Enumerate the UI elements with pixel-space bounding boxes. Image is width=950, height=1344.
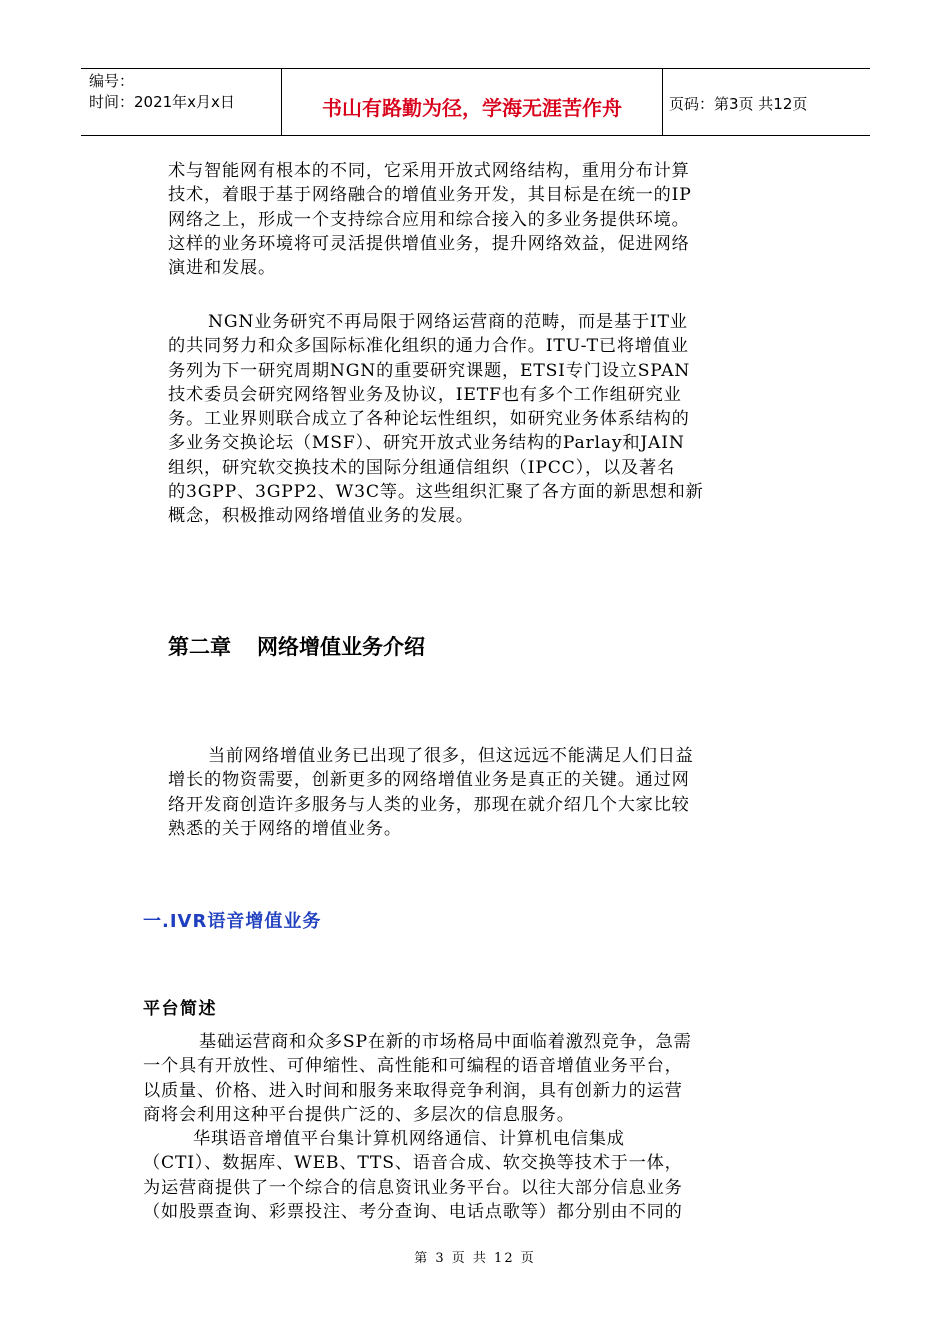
- paragraph-2: [168, 310, 790, 529]
- paragraph-line: 的3GPP、3GPP2、W3C等。这些组织汇聚了各方面的新思想和新: [168, 482, 704, 503]
- paragraph-line: 务列为下一研究周期NGN的重要研究课题，ETSI专门设立SPAN: [168, 360, 691, 381]
- header-motto: 书山有路勤为径，学海无涯苦作舟: [322, 96, 622, 120]
- header-page-info: 页码：第3页 共12页: [669, 95, 808, 113]
- paragraph-line: 为运营商提供了一个综合的信息资讯业务平台。以往大部分信息业务: [143, 1177, 683, 1198]
- chapter-heading: [168, 631, 425, 661]
- section-heading: 一.IVR语音增值业务: [143, 911, 322, 932]
- paragraph-line: 技术，着眼于基于网络融合的增值业务开发，其目标是在统一的IP: [168, 185, 692, 206]
- paragraph-line: 华琪语音增值平台集计算机网络通信、计算机电信集成: [193, 1129, 625, 1150]
- paragraph-line: 络开发商创造许多服务与人类的业务，那现在就介绍几个大家比较: [168, 794, 690, 815]
- paragraph-line: 技术委员会研究网络智业务及协议，IETF也有多个工作组研究业: [168, 384, 682, 405]
- header-motto-cell: [282, 69, 663, 135]
- paragraph-line: 组织，研究软交换技术的国际分组通信组织（IPCC），以及著名: [168, 457, 675, 478]
- paragraph-line: 术与智能网有根本的不同，它采用开放式网络结构，重用分布计算: [168, 161, 690, 181]
- paragraph-line: 熟悉的关于网络的增值业务。: [168, 818, 402, 839]
- chapter-title: 网络增值业务介绍: [257, 635, 425, 659]
- paragraph-line: 概念，积极推动网络增值业务的发展。: [168, 506, 474, 527]
- paragraph-line: 务。工业界则联合成立了各种论坛性组织，如研究业务体系结构的: [168, 409, 690, 430]
- paragraph-line: （如股票查询、彩票投注、考分查询、电话点歌等）都分别由不同的: [143, 1202, 683, 1223]
- paragraph-line: 多业务交换论坛（MSF）、研究开放式业务结构的Parlay和JAIN: [168, 433, 685, 454]
- page-footer: 第 3 页 共 12 页: [414, 1251, 536, 1266]
- paragraph-line: 一个具有开放性、可伸缩性、高性能和可编程的语音增值业务平台，: [143, 1056, 683, 1077]
- chapter-number: 第二章: [168, 635, 231, 659]
- paragraph-line: 网络之上，形成一个支持综合应用和综合接入的多业务提供环境。: [168, 209, 690, 230]
- paragraph-line: 以质量、价格、进入时间和服务来取得竞争利润，具有创新力的运营: [143, 1080, 683, 1101]
- paragraph-3: [168, 744, 790, 841]
- paragraph-line: NGN业务研究不再局限于网络运营商的范畴，而是基于IT业: [208, 312, 688, 332]
- paragraph-line: 基础运营商和众多SP在新的市场格局中面临着激烈竞争，急需: [199, 1032, 692, 1052]
- paragraph-1: [168, 159, 790, 280]
- paragraph-line: 的共同努力和众多国际标准化组织的通力合作。ITU-T已将增值业: [168, 336, 689, 357]
- page-header: [81, 68, 870, 136]
- paragraph-line: 商将会利用这种平台提供广泛的、多层次的信息服务。: [143, 1104, 575, 1125]
- header-page-cell: [663, 69, 870, 135]
- paragraph-line: 这样的业务环境将可灵活提供增值业务，提升网络效益，促进网络: [168, 233, 690, 254]
- paragraph-line: 增长的物资需要，创新更多的网络增值业务是真正的关键。通过网: [168, 770, 690, 791]
- header-meta: [81, 69, 282, 135]
- paragraph-line: （CTI）、数据库、WEB、TTS、语音合成、软交换等技术于一体，: [143, 1153, 683, 1174]
- paragraph-line: 演进和发展。: [168, 258, 276, 279]
- document-number: 编号：: [89, 72, 135, 90]
- document-date: 时间：2021年x月x日: [89, 93, 235, 111]
- paragraph-line: 当前网络增值业务已出现了很多，但这远远不能满足人们日益: [208, 746, 694, 766]
- subheading: 平台简述: [143, 999, 217, 1019]
- paragraph-4: [143, 1030, 793, 1224]
